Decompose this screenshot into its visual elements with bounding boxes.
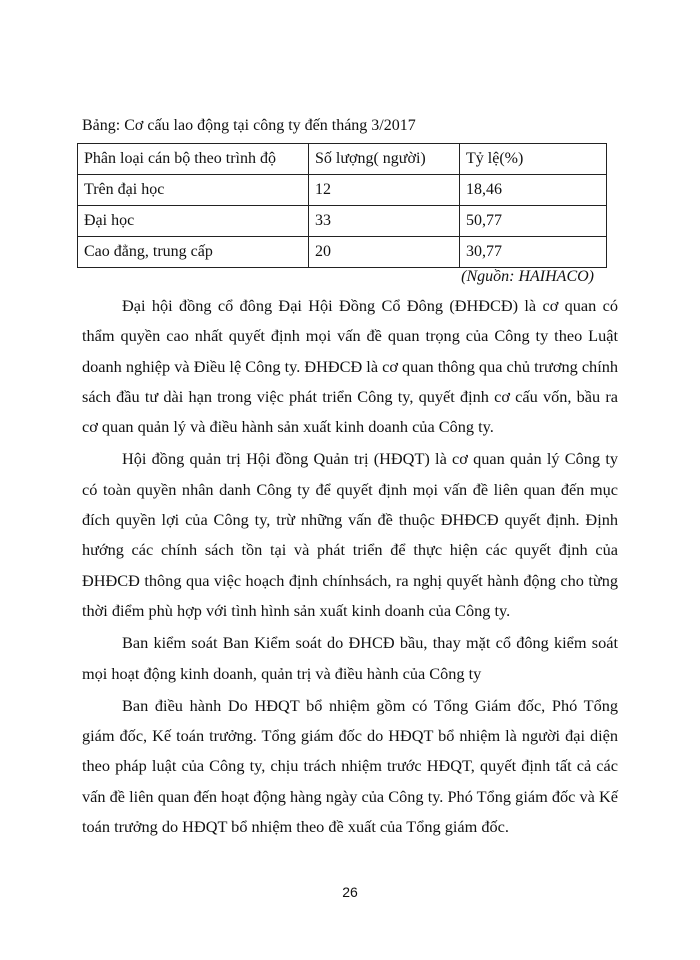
- paragraph-executive-board: Ban điều hành Do HĐQT bổ nhiệm gồm có Tổng Giám đốc, Phó Tổng giám đốc, Kế toán trưởng. Tổng giám đốc do HĐQT bổ nhiệm là người đại diện theo pháp luật của Công ty, chịu trách nhiệm trước HĐQT, quyết định tất cả các vấn đề liên quan đến hoạt động hàng ngày của Công ty. Phó Tổng giám đốc và Kế toán trưởng do HĐQT bổ nhiệm theo đề xuất của Tổng giám đốc.: [82, 695, 618, 837]
- body-text: [82, 291, 618, 842]
- cell-category: Đại học: [78, 206, 309, 237]
- header-category: Phân loại cán bộ theo trình độ: [78, 144, 309, 175]
- cell-quantity: 12: [309, 175, 460, 206]
- paragraph-supervisory-board: Ban kiểm soát Ban Kiểm soát do ĐHCĐ bầu, thay mặt cổ đông kiểm soát mọi hoạt động kinh doanh, quản trị và điều hành của Công ty: [82, 633, 618, 683]
- cell-ratio: 18,46: [460, 175, 607, 206]
- cell-quantity: 20: [309, 237, 460, 268]
- table-row: [78, 237, 607, 268]
- header-quantity: Số lượng( người): [309, 144, 460, 175]
- table-source: (Nguồn: HAIHACO): [461, 268, 594, 285]
- cell-category: Trên đại học: [78, 175, 309, 206]
- labor-structure-table: [77, 143, 607, 268]
- table-header-row: [78, 144, 607, 175]
- paragraph-board-of-directors: Hội đồng quản trị Hội đồng Quản trị (HĐQT) là cơ quan quản lý Công ty có toàn quyền nhân danh Công ty để quyết định mọi vấn đề liên quan đến mục đích quyền lợi của Công ty, trừ những vấn đề thuộc ĐHĐCĐ quyết định. Định hướng các chính sách tồn tại và phát triển để thực hiện các quyết định của ĐHĐCĐ thông qua việc hoạch định chínhsách, ra nghị quyết hành động cho từng thời điểm phù hợp với tình hình sản xuất kinh doanh của Công ty.: [82, 449, 618, 620]
- header-ratio: Tỷ lệ(%): [460, 144, 607, 175]
- table-row: [78, 175, 607, 206]
- table-row: [78, 206, 607, 237]
- cell-ratio: 50,77: [460, 206, 607, 237]
- page-number: 26: [342, 884, 358, 900]
- cell-category: Cao đẳng, trung cấp: [78, 237, 309, 268]
- cell-quantity: 33: [309, 206, 460, 237]
- paragraph-shareholders-meeting: Đại hội đồng cổ đông Đại Hội Đồng Cổ Đông (ĐHĐCĐ) là cơ quan có thẩm quyền cao nhất quyết định mọi vấn đề quan trọng của Công ty theo Luật doanh nghiệp và Điều lệ Công ty. ĐHĐCĐ là cơ quan thông qua chủ trương chính sách đầu tư dài hạn trong việc phát triển Công ty, quyết định cơ cấu vốn, bầu ra cơ quan quản lý và điều hành sản xuất kinh doanh của Công ty.: [82, 296, 618, 437]
- cell-ratio: 30,77: [460, 237, 607, 268]
- table-caption: Bảng: Cơ cấu lao động tại công ty đến tháng 3/2017: [82, 117, 416, 134]
